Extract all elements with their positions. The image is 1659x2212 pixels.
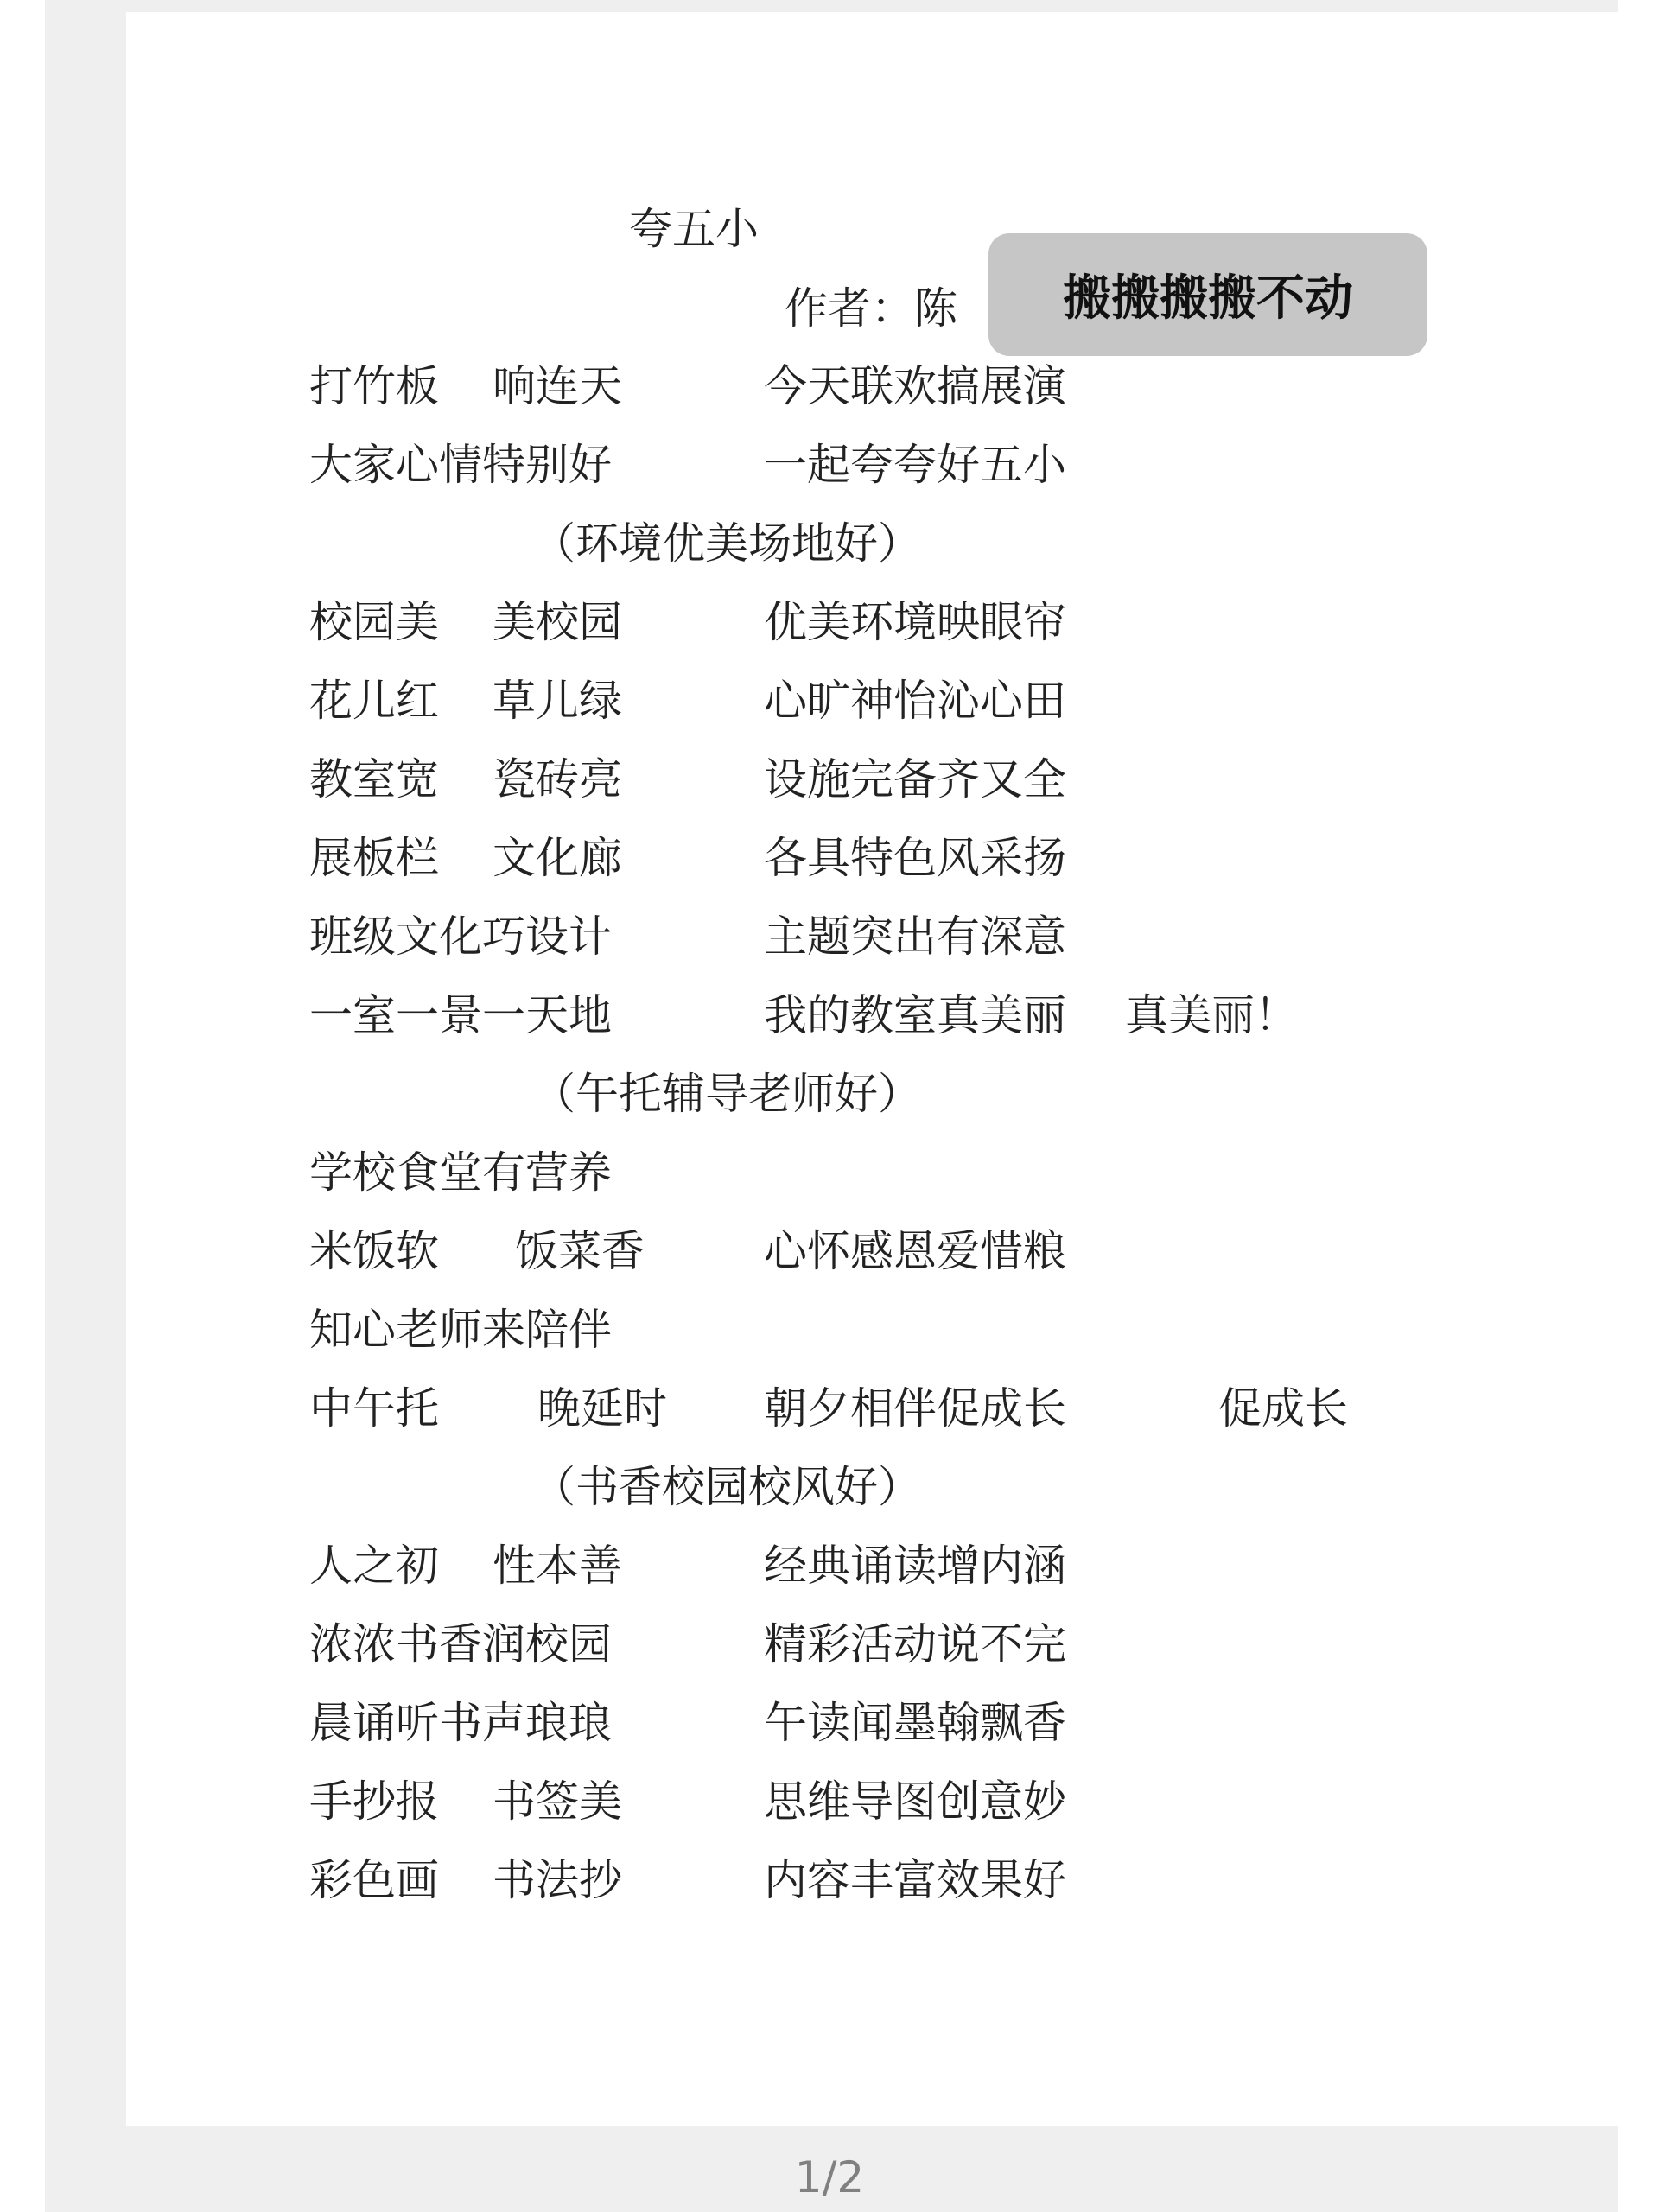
poem-line-segment: 设施完备齐又全 bbox=[764, 754, 1066, 804]
poem-line bbox=[0, 828, 1659, 888]
poem-line-segment: 性本善 bbox=[493, 1541, 622, 1591]
poem-line-segment: 今天联欢搞展演 bbox=[764, 361, 1066, 411]
poem-line-segment: 内容丰富效果好 bbox=[764, 1855, 1066, 1905]
poem-line bbox=[0, 1535, 1659, 1596]
poem-line-segment: 促成长 bbox=[1218, 1383, 1348, 1433]
poem-line-segment: 我的教室真美丽 bbox=[764, 990, 1066, 1040]
poem-line-segment: 草儿绿 bbox=[493, 676, 622, 726]
poem-line-segment: 思维导图创意妙 bbox=[764, 1777, 1066, 1827]
poem-line-segment: 晚延时 bbox=[537, 1383, 667, 1433]
poem-line-segment: 班级文化巧设计 bbox=[309, 912, 612, 962]
poem-line-segment: 美校园 bbox=[493, 597, 622, 647]
poem-line-segment: 主题突出有深意 bbox=[764, 912, 1066, 962]
poem-line-segment: 打竹板 bbox=[309, 361, 439, 411]
poem-line-segment: 学校食堂有营养 bbox=[309, 1147, 612, 1198]
poem-line-segment: 书签美 bbox=[493, 1777, 622, 1827]
poem-line bbox=[0, 1221, 1659, 1281]
poem-line-segment: 教室宽 bbox=[309, 754, 439, 804]
poem-title: 夸五小 bbox=[629, 204, 759, 254]
poem-line-segment: 朝夕相伴促成长 bbox=[764, 1383, 1066, 1433]
section-heading bbox=[0, 513, 1659, 574]
poem-line-segment: 一起夸夸好五小 bbox=[764, 440, 1066, 490]
toast-text: 搬搬搬搬不动 bbox=[1063, 270, 1353, 327]
poem-line-segment: 彩色画 bbox=[309, 1855, 439, 1905]
poem-line-segment: 大家心情特别好 bbox=[309, 440, 612, 490]
poem-line-segment: 心怀感恩爱惜粮 bbox=[764, 1226, 1066, 1276]
poem-line-segment: 书法抄 bbox=[493, 1855, 622, 1905]
poem-line-segment: 一室一景一天地 bbox=[309, 990, 612, 1040]
poem-line-segment: 午读闻墨翰飘香 bbox=[764, 1698, 1066, 1748]
poem-line-segment: 经典诵读增内涵 bbox=[764, 1541, 1066, 1591]
poem-line bbox=[0, 985, 1659, 1046]
poem-line-segment: 展板栏 bbox=[309, 833, 439, 883]
poem-line bbox=[0, 1693, 1659, 1753]
poem-line-segment: 米饭软 bbox=[309, 1226, 439, 1276]
poem-line-segment: 各具特色风采扬 bbox=[764, 833, 1066, 883]
section-heading bbox=[0, 1457, 1659, 1517]
poem-line bbox=[0, 1614, 1659, 1675]
poem-line-segment: 浓浓书香润校园 bbox=[309, 1619, 612, 1669]
poem-line-segment: 中午托 bbox=[309, 1383, 439, 1433]
section-heading bbox=[0, 1064, 1659, 1124]
poem-line bbox=[0, 1771, 1659, 1832]
poem-line bbox=[0, 671, 1659, 731]
poem-line bbox=[0, 435, 1659, 495]
poem-line-segment: 饭菜香 bbox=[515, 1226, 645, 1276]
poem-line-segment: 校园美 bbox=[309, 597, 439, 647]
poem-line-segment: 心旷神怡沁心田 bbox=[764, 676, 1066, 726]
poem-line-segment: 知心老师来陪伴 bbox=[309, 1305, 612, 1355]
poem-line-segment: 精彩活动说不完 bbox=[764, 1619, 1066, 1669]
toast-notification bbox=[988, 233, 1427, 356]
poem-line bbox=[0, 749, 1659, 810]
poem-line-segment: 人之初 bbox=[309, 1541, 439, 1591]
poem-line bbox=[0, 356, 1659, 416]
poem-line-segment: （书香校园校风好） bbox=[532, 1462, 921, 1512]
poem-line-segment: 真美丽！ bbox=[1125, 990, 1298, 1040]
poem-line-segment: 响连天 bbox=[493, 361, 622, 411]
poem-line-segment: （环境优美场地好） bbox=[532, 518, 921, 569]
poem-line-segment: 晨诵听书声琅琅 bbox=[309, 1698, 612, 1748]
poem-line-segment: 优美环境映眼帘 bbox=[764, 597, 1066, 647]
poem-line-segment: 手抄报 bbox=[309, 1777, 439, 1827]
poem-line bbox=[0, 906, 1659, 967]
poem-line bbox=[0, 1850, 1659, 1910]
page-indicator: 1/2 bbox=[794, 2152, 865, 2202]
poem-line-segment: 文化廊 bbox=[493, 833, 622, 883]
poem-line bbox=[0, 1142, 1659, 1203]
poem-line bbox=[0, 1378, 1659, 1439]
poem-line bbox=[0, 592, 1659, 652]
poem-line-segment: 花儿红 bbox=[309, 676, 439, 726]
poem-line bbox=[0, 1300, 1659, 1360]
poem-line-segment: 瓷砖亮 bbox=[493, 754, 622, 804]
author-line: 作者：陈 bbox=[785, 283, 957, 334]
poem-line-segment: （午托辅导老师好） bbox=[532, 1069, 921, 1119]
